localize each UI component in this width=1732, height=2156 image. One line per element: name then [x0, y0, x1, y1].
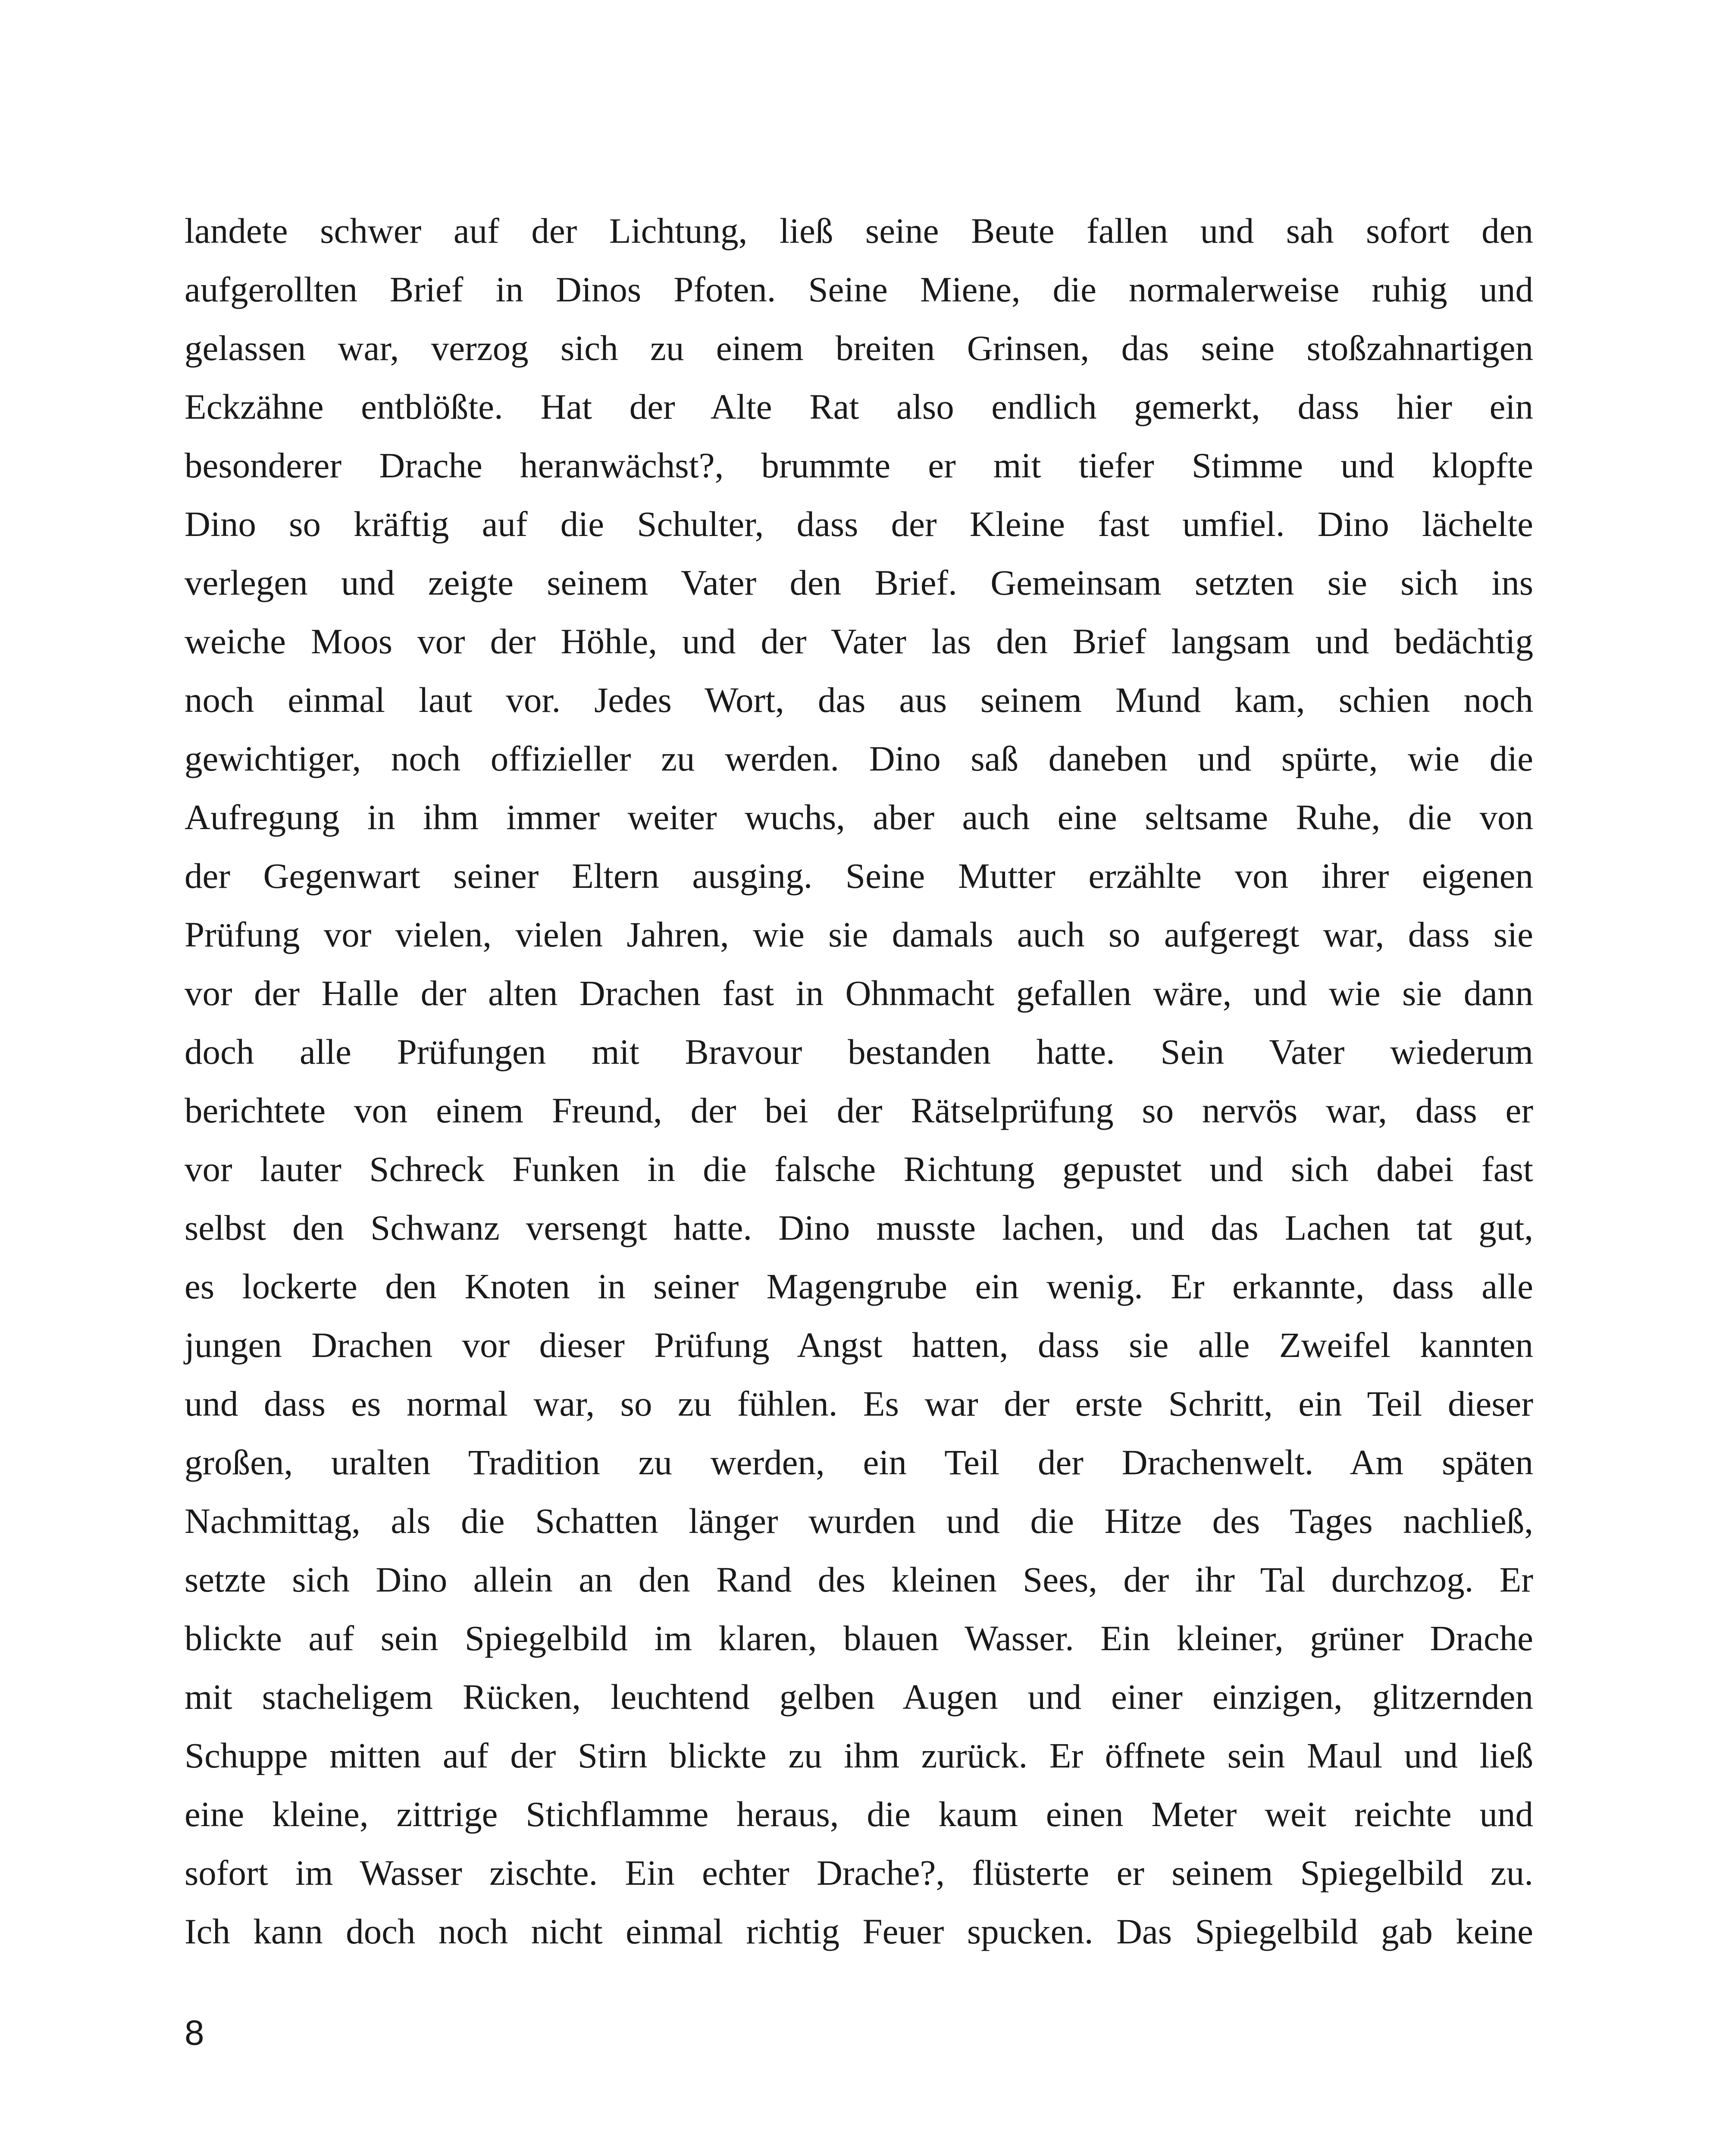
text-line: doch alle Prüfungen mit Bravour bestanden hatte. Sein Vater wiederum: [185, 1032, 1533, 1072]
text-line: weiche Moos vor der Höhle, und der Vater las den Brief langsam und bedächtig: [185, 621, 1533, 661]
text-line: vor lauter Schreck Funken in die falsche Richtung gepustet und sich dabei fast: [185, 1149, 1533, 1189]
page-number: 8: [185, 2013, 204, 2053]
text-line: mit stacheligem Rücken, leuchtend gelben Augen und einer einzigen, glitzernden: [185, 1677, 1533, 1717]
text-line: blickte auf sein Spiegelbild im klaren, blauen Wasser. Ein kleiner, grüner Drache: [185, 1618, 1533, 1658]
text-line: sofort im Wasser zischte. Ein echter Drache?, flüsterte er seinem Spiegelbild zu.: [185, 1853, 1533, 1893]
text-line: aufgerollten Brief in Dinos Pfoten. Seine Miene, die normalerweise ruhig und: [185, 270, 1533, 309]
text-line: noch einmal laut vor. Jedes Wort, das aus seinem Mund kam, schien noch: [185, 680, 1533, 720]
text-line: Aufregung in ihm immer weiter wuchs, aber auch eine seltsame Ruhe, die von: [185, 797, 1533, 837]
text-line: verlegen und zeigte seinem Vater den Brief. Gemeinsam setzten sie sich ins: [185, 563, 1533, 602]
text-line: der Gegenwart seiner Eltern ausging. Seine Mutter erzählte von ihrer eigenen: [185, 856, 1533, 896]
text-line: besonderer Drache heranwächst?, brummte er mit tiefer Stimme und klopfte: [185, 445, 1533, 485]
text-line: vor der Halle der alten Drachen fast in Ohnmacht gefallen wäre, und wie sie dann: [185, 973, 1533, 1013]
text-line: Dino so kräftig auf die Schulter, dass der Kleine fast umfiel. Dino lächelte: [185, 504, 1533, 544]
text-line: jungen Drachen vor dieser Prüfung Angst hatten, dass sie alle Zweifel kannten: [185, 1325, 1533, 1365]
text-line: gelassen war, verzog sich zu einem breiten Grinsen, das seine stoßzahnartigen: [185, 328, 1533, 368]
text-line: selbst den Schwanz versengt hatte. Dino musste lachen, und das Lachen tat gut,: [185, 1208, 1533, 1247]
text-line: eine kleine, zittrige Stichflamme heraus, die kaum einen Meter weit reichte und: [185, 1794, 1533, 1834]
text-line: Prüfung vor vielen, vielen Jahren, wie sie damals auch so aufgeregt war, dass sie: [185, 915, 1533, 954]
text-line: Ich kann doch noch nicht einmal richtig Feuer spucken. Das Spiegelbild gab keine: [185, 1912, 1533, 1951]
text-line: berichtete von einem Freund, der bei der Rätselprüfung so nervös war, dass er: [185, 1091, 1533, 1130]
text-line: landete schwer auf der Lichtung, ließ seine Beute fallen und sah sofort den: [185, 211, 1533, 251]
text-line: gewichtiger, noch offizieller zu werden. Dino saß daneben und spürte, wie die: [185, 739, 1533, 778]
text-line: es lockerte den Knoten in seiner Magengrube ein wenig. Er erkannte, dass alle: [185, 1266, 1533, 1306]
text-line: Schuppe mitten auf der Stirn blickte zu ihm zurück. Er öffnete sein Maul und ließ: [185, 1736, 1533, 1775]
text-line: Eckzähne entblößte. Hat der Alte Rat also endlich gemerkt, dass hier ein: [185, 387, 1533, 426]
text-line: großen, uralten Tradition zu werden, ein Teil der Drachenwelt. Am späten: [185, 1442, 1533, 1482]
text-line: Nachmittag, als die Schatten länger wurden und die Hitze des Tages nachließ,: [185, 1501, 1533, 1541]
text-line: setzte sich Dino allein an den Rand des kleinen Sees, der ihr Tal durchzog. Er: [185, 1560, 1533, 1599]
text-line: und dass es normal war, so zu fühlen. Es war der erste Schritt, ein Teil dieser: [185, 1384, 1533, 1423]
